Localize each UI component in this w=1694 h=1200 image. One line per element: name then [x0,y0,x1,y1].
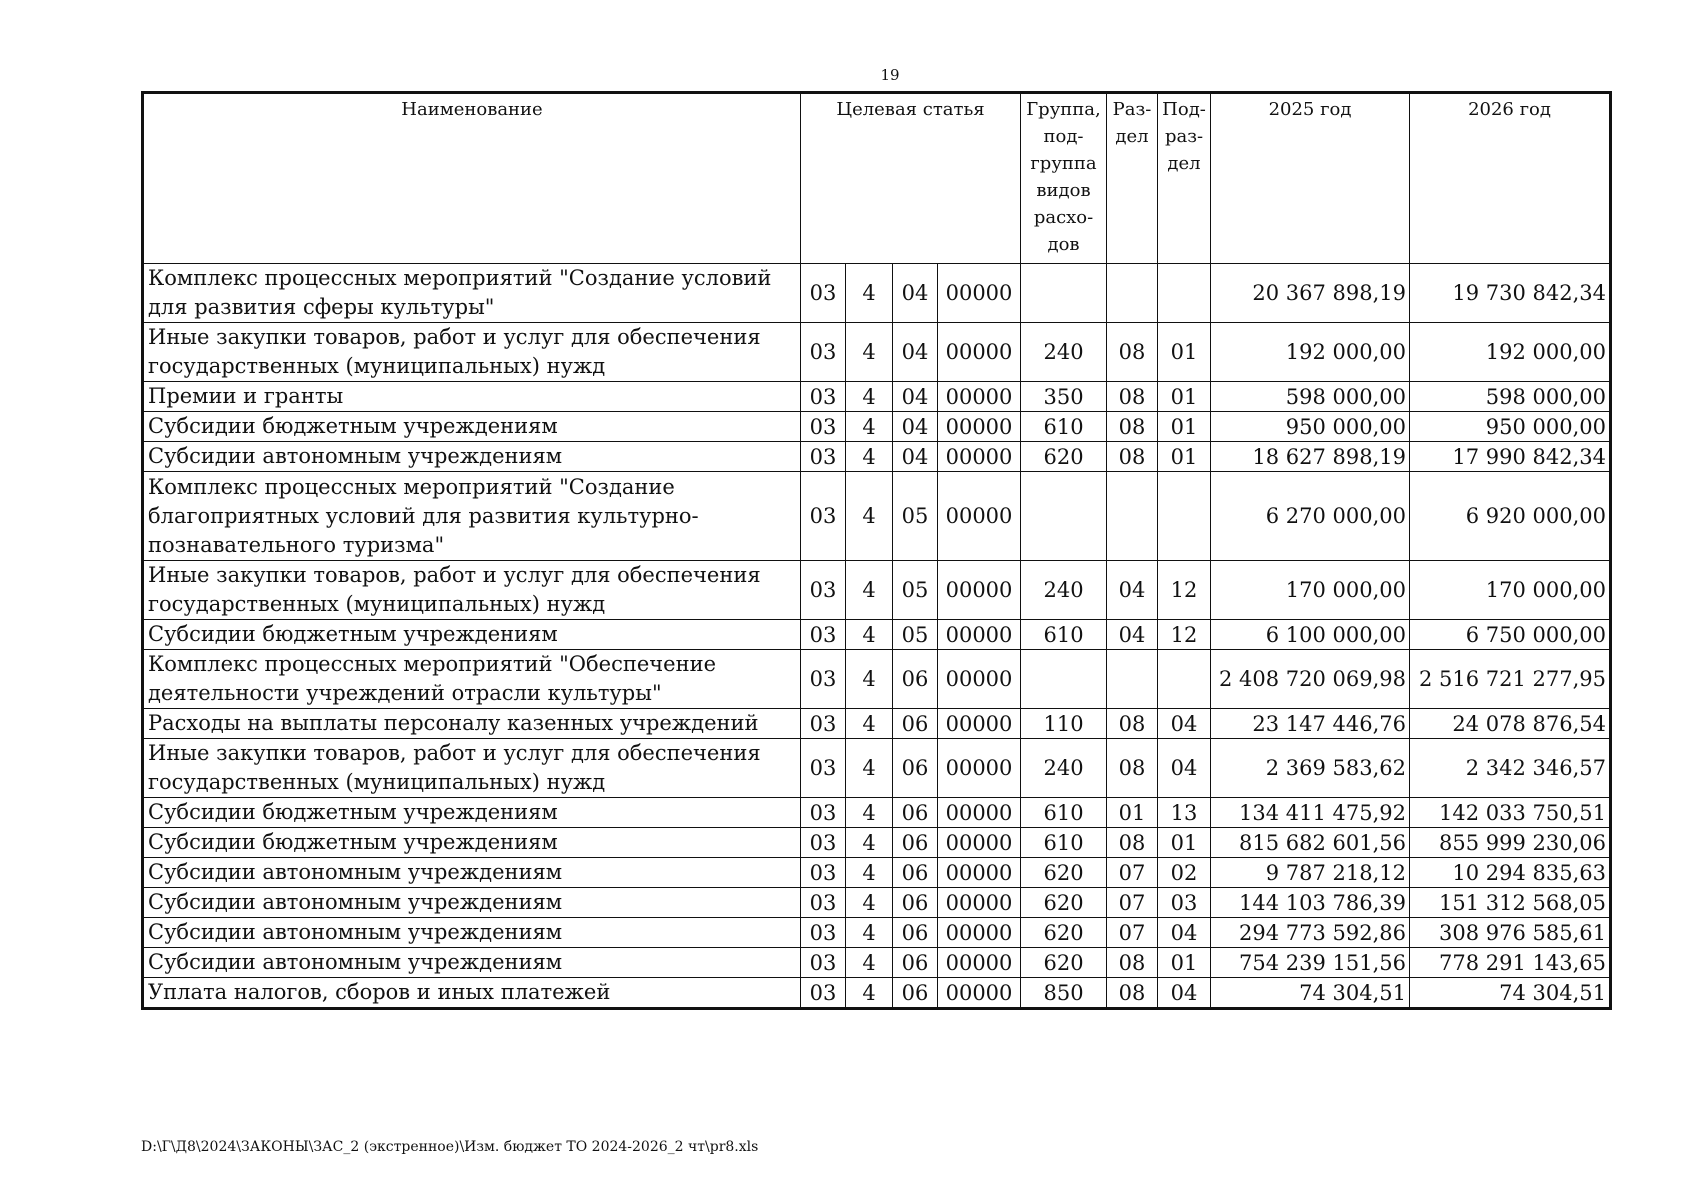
target-code-part4-cell: 00000 [938,709,1021,739]
target-code-part2-cell: 4 [846,918,893,948]
header-subsection: Под- раз- дел [1158,93,1211,264]
target-code-part1-cell: 03 [801,650,846,709]
amount-2025-cell: 2 369 583,62 [1211,739,1410,798]
amount-2025-cell: 6 100 000,00 [1211,620,1410,650]
target-code-part1-cell: 03 [801,918,846,948]
target-code-part4-cell: 00000 [938,888,1021,918]
target-code-part3-cell: 06 [893,828,938,858]
row-name-cell: Комплекс процессных мероприятий "Создание благоприятных условий для развития культурно-познавательного туризма" [143,472,801,561]
amount-2025-cell: 2 408 720 069,98 [1211,650,1410,709]
expense-group-cell: 620 [1021,888,1107,918]
table-row [143,709,1611,739]
section-cell: 08 [1107,948,1158,978]
amount-2026-cell: 6 920 000,00 [1410,472,1611,561]
target-code-part1-cell: 03 [801,323,846,382]
target-code-part1-cell: 03 [801,382,846,412]
header-group: Группа, под- группа видов расхо- дов [1021,93,1107,264]
row-name-cell: Субсидии автономным учреждениям [143,948,801,978]
target-code-part1-cell: 03 [801,858,846,888]
target-code-part4-cell: 00000 [938,798,1021,828]
header-section: Раз- дел [1107,93,1158,264]
amount-2025-cell: 294 773 592,86 [1211,918,1410,948]
target-code-part3-cell: 06 [893,948,938,978]
target-code-part3-cell: 06 [893,918,938,948]
target-code-part1-cell: 03 [801,412,846,442]
target-code-part1-cell: 03 [801,739,846,798]
target-code-part1-cell: 03 [801,472,846,561]
target-code-part4-cell: 00000 [938,620,1021,650]
row-name-cell: Комплекс процессных мероприятий "Создание условий для развития сферы культуры" [143,264,801,323]
target-code-part4-cell: 00000 [938,382,1021,412]
page-number: 19 [880,66,900,84]
row-name-cell: Субсидии бюджетным учреждениям [143,798,801,828]
subsection-cell: 04 [1158,709,1211,739]
row-name-cell: Иные закупки товаров, работ и услуг для обеспечения государственных (муниципальных) нужд [143,561,801,620]
amount-2026-cell: 308 976 585,61 [1410,918,1611,948]
target-code-part2-cell: 4 [846,620,893,650]
row-name-cell: Субсидии автономным учреждениям [143,888,801,918]
subsection-cell: 12 [1158,620,1211,650]
section-cell: 08 [1107,978,1158,1009]
subsection-cell: 03 [1158,888,1211,918]
subsection-cell: 12 [1158,561,1211,620]
target-code-part2-cell: 4 [846,442,893,472]
table-body [143,264,1611,1009]
expense-group-cell: 620 [1021,948,1107,978]
section-cell: 07 [1107,888,1158,918]
target-code-part3-cell: 04 [893,412,938,442]
target-code-part4-cell: 00000 [938,442,1021,472]
expense-group-cell: 620 [1021,858,1107,888]
target-code-part1-cell: 03 [801,620,846,650]
target-code-part3-cell: 04 [893,442,938,472]
target-code-part1-cell: 03 [801,264,846,323]
subsection-cell: 13 [1158,798,1211,828]
row-name-cell: Уплата налогов, сборов и иных платежей [143,978,801,1009]
table-row [143,948,1611,978]
target-code-part4-cell: 00000 [938,650,1021,709]
target-code-part1-cell: 03 [801,709,846,739]
expense-group-cell: 240 [1021,739,1107,798]
subsection-cell: 01 [1158,442,1211,472]
amount-2025-cell: 170 000,00 [1211,561,1410,620]
amount-2026-cell: 192 000,00 [1410,323,1611,382]
subsection-cell: 04 [1158,739,1211,798]
subsection-cell [1158,650,1211,709]
subsection-cell: 04 [1158,918,1211,948]
target-code-part3-cell: 06 [893,739,938,798]
target-code-part2-cell: 4 [846,948,893,978]
table-row [143,978,1611,1009]
target-code-part2-cell: 4 [846,382,893,412]
target-code-part2-cell: 4 [846,323,893,382]
expense-group-cell: 610 [1021,828,1107,858]
row-name-cell: Иные закупки товаров, работ и услуг для обеспечения государственных (муниципальных) нужд [143,739,801,798]
amount-2026-cell: 6 750 000,00 [1410,620,1611,650]
row-name-cell: Комплекс процессных мероприятий "Обеспечение деятельности учреждений отрасли культуры" [143,650,801,709]
amount-2025-cell: 134 411 475,92 [1211,798,1410,828]
target-code-part1-cell: 03 [801,798,846,828]
target-code-part2-cell: 4 [846,561,893,620]
amount-2025-cell: 18 627 898,19 [1211,442,1410,472]
target-code-part1-cell: 03 [801,561,846,620]
table-row [143,798,1611,828]
row-name-cell: Субсидии бюджетным учреждениям [143,620,801,650]
amount-2025-cell: 23 147 446,76 [1211,709,1410,739]
table-row [143,828,1611,858]
section-cell: 07 [1107,918,1158,948]
row-name-cell: Субсидии бюджетным учреждениям [143,412,801,442]
subsection-cell: 04 [1158,978,1211,1009]
table-row [143,620,1611,650]
amount-2026-cell: 2 342 346,57 [1410,739,1611,798]
table-row [143,382,1611,412]
section-cell: 01 [1107,798,1158,828]
section-cell: 07 [1107,858,1158,888]
target-code-part4-cell: 00000 [938,323,1021,382]
amount-2026-cell: 950 000,00 [1410,412,1611,442]
target-code-part2-cell: 4 [846,798,893,828]
row-name-cell: Субсидии автономным учреждениям [143,918,801,948]
section-cell [1107,650,1158,709]
amount-2025-cell: 598 000,00 [1211,382,1410,412]
target-code-part2-cell: 4 [846,888,893,918]
expense-group-cell: 610 [1021,620,1107,650]
target-code-part1-cell: 03 [801,948,846,978]
target-code-part4-cell: 00000 [938,739,1021,798]
amount-2025-cell: 9 787 218,12 [1211,858,1410,888]
amount-2026-cell: 151 312 568,05 [1410,888,1611,918]
header-2026: 2026 год [1410,93,1611,264]
row-name-cell: Премии и гранты [143,382,801,412]
table-row [143,442,1611,472]
header-name: Наименование [143,93,801,264]
amount-2026-cell: 19 730 842,34 [1410,264,1611,323]
amount-2026-cell: 598 000,00 [1410,382,1611,412]
target-code-part2-cell: 4 [846,858,893,888]
amount-2025-cell: 144 103 786,39 [1211,888,1410,918]
target-code-part3-cell: 06 [893,858,938,888]
expense-group-cell: 240 [1021,561,1107,620]
table-header-row [143,93,1611,264]
header-2025: 2025 год [1211,93,1410,264]
amount-2025-cell: 815 682 601,56 [1211,828,1410,858]
target-code-part1-cell: 03 [801,978,846,1009]
expense-group-cell: 350 [1021,382,1107,412]
budget-table [141,91,1612,1010]
target-code-part3-cell: 06 [893,888,938,918]
row-name-cell: Иные закупки товаров, работ и услуг для обеспечения государственных (муниципальных) нужд [143,323,801,382]
table-row [143,472,1611,561]
subsection-cell: 02 [1158,858,1211,888]
table-row [143,739,1611,798]
target-code-part3-cell: 04 [893,264,938,323]
subsection-cell [1158,472,1211,561]
target-code-part1-cell: 03 [801,888,846,918]
target-code-part3-cell: 04 [893,382,938,412]
target-code-part2-cell: 4 [846,978,893,1009]
table-row [143,858,1611,888]
target-code-part4-cell: 00000 [938,561,1021,620]
target-code-part3-cell: 06 [893,650,938,709]
expense-group-cell: 240 [1021,323,1107,382]
expense-group-cell: 610 [1021,412,1107,442]
section-cell: 08 [1107,323,1158,382]
amount-2025-cell: 192 000,00 [1211,323,1410,382]
target-code-part4-cell: 00000 [938,472,1021,561]
target-code-part3-cell: 06 [893,798,938,828]
section-cell [1107,264,1158,323]
amount-2026-cell: 24 078 876,54 [1410,709,1611,739]
amount-2026-cell: 17 990 842,34 [1410,442,1611,472]
amount-2026-cell: 170 000,00 [1410,561,1611,620]
section-cell: 08 [1107,709,1158,739]
target-code-part2-cell: 4 [846,739,893,798]
table-row [143,561,1611,620]
subsection-cell: 01 [1158,948,1211,978]
expense-group-cell [1021,264,1107,323]
target-code-part3-cell: 05 [893,561,938,620]
target-code-part2-cell: 4 [846,412,893,442]
target-code-part4-cell: 00000 [938,828,1021,858]
amount-2025-cell: 74 304,51 [1211,978,1410,1009]
row-name-cell: Субсидии автономным учреждениям [143,858,801,888]
target-code-part2-cell: 4 [846,264,893,323]
section-cell: 08 [1107,739,1158,798]
target-code-part2-cell: 4 [846,709,893,739]
header-target: Целевая статья [801,93,1021,264]
expense-group-cell: 110 [1021,709,1107,739]
expense-group-cell: 620 [1021,918,1107,948]
target-code-part4-cell: 00000 [938,978,1021,1009]
target-code-part1-cell: 03 [801,442,846,472]
subsection-cell: 01 [1158,323,1211,382]
table-row [143,918,1611,948]
section-cell: 08 [1107,442,1158,472]
subsection-cell: 01 [1158,828,1211,858]
target-code-part3-cell: 05 [893,472,938,561]
target-code-part3-cell: 04 [893,323,938,382]
target-code-part4-cell: 00000 [938,948,1021,978]
section-cell: 04 [1107,561,1158,620]
expense-group-cell [1021,650,1107,709]
target-code-part3-cell: 06 [893,709,938,739]
table-row [143,412,1611,442]
amount-2025-cell: 950 000,00 [1211,412,1410,442]
target-code-part1-cell: 03 [801,828,846,858]
table-row [143,888,1611,918]
amount-2026-cell: 142 033 750,51 [1410,798,1611,828]
expense-group-cell [1021,472,1107,561]
target-code-part4-cell: 00000 [938,858,1021,888]
target-code-part3-cell: 06 [893,978,938,1009]
table-row [143,650,1611,709]
subsection-cell: 01 [1158,382,1211,412]
target-code-part3-cell: 05 [893,620,938,650]
target-code-part4-cell: 00000 [938,264,1021,323]
subsection-cell [1158,264,1211,323]
amount-2025-cell: 20 367 898,19 [1211,264,1410,323]
amount-2026-cell: 2 516 721 277,95 [1410,650,1611,709]
expense-group-cell: 850 [1021,978,1107,1009]
amount-2026-cell: 10 294 835,63 [1410,858,1611,888]
row-name-cell: Расходы на выплаты персоналу казенных учреждений [143,709,801,739]
subsection-cell: 01 [1158,412,1211,442]
amount-2025-cell: 6 270 000,00 [1211,472,1410,561]
target-code-part2-cell: 4 [846,650,893,709]
expense-group-cell: 620 [1021,442,1107,472]
section-cell [1107,472,1158,561]
amount-2026-cell: 855 999 230,06 [1410,828,1611,858]
row-name-cell: Субсидии автономным учреждениям [143,442,801,472]
target-code-part4-cell: 00000 [938,412,1021,442]
section-cell: 04 [1107,620,1158,650]
target-code-part2-cell: 4 [846,828,893,858]
row-name-cell: Субсидии бюджетным учреждениям [143,828,801,858]
target-code-part4-cell: 00000 [938,918,1021,948]
table-row [143,323,1611,382]
section-cell: 08 [1107,382,1158,412]
amount-2026-cell: 74 304,51 [1410,978,1611,1009]
file-path-footer: D:\Г\Д8\2024\ЗАКОНЫ\ЗАС_2 (экстренное)\Изм. бюджет ТО 2024-2026_2 чт\pr8.xls [141,1139,759,1155]
section-cell: 08 [1107,828,1158,858]
expense-group-cell: 610 [1021,798,1107,828]
amount-2025-cell: 754 239 151,56 [1211,948,1410,978]
section-cell: 08 [1107,412,1158,442]
amount-2026-cell: 778 291 143,65 [1410,948,1611,978]
table-row [143,264,1611,323]
target-code-part2-cell: 4 [846,472,893,561]
